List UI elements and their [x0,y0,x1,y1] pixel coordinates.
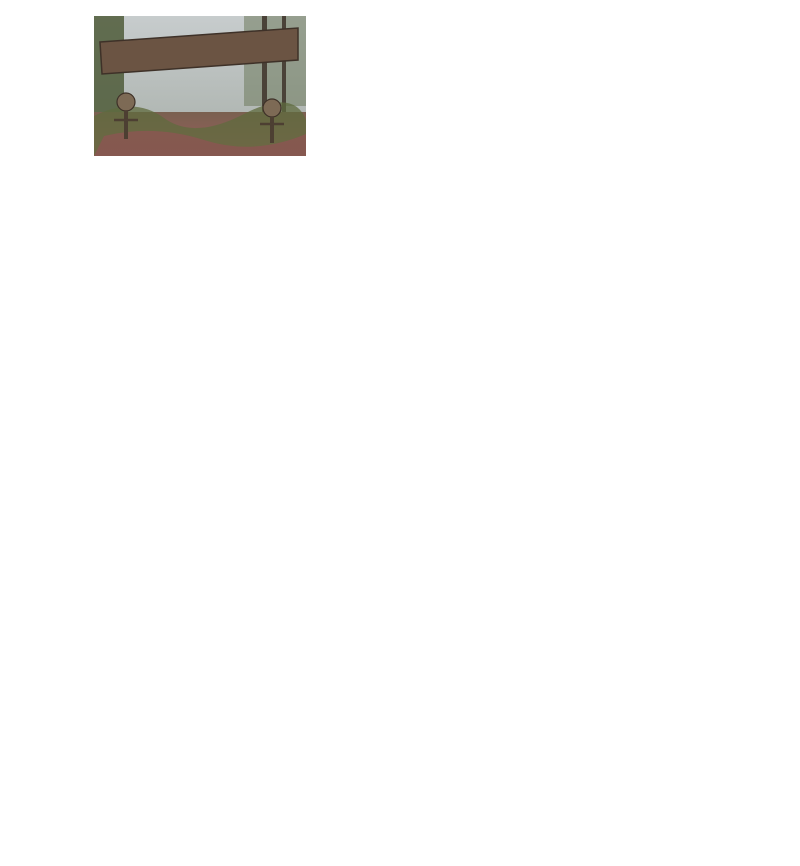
left-sculpture-body [124,111,128,139]
right-sculpture-head [263,99,281,117]
rainforest-lodge-sign-photo [94,16,306,156]
document-page [94,10,714,170]
photo-illustration [94,16,306,156]
right-sculpture-body [270,117,274,143]
left-sculpture-head [117,93,135,111]
